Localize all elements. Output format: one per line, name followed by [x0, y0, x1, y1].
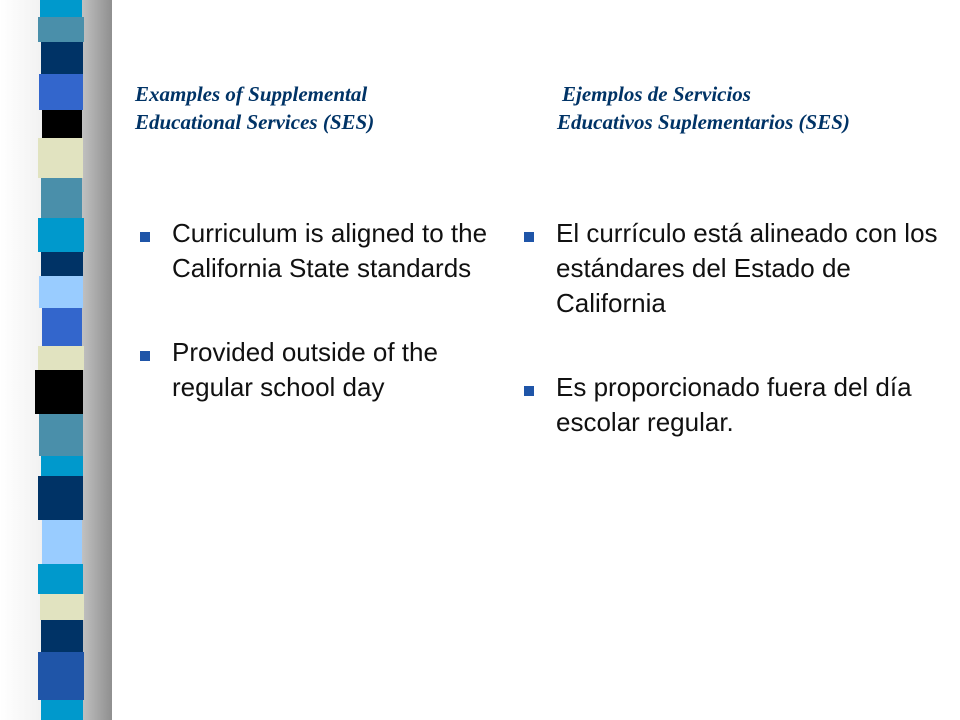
decorative-block	[38, 218, 84, 252]
title-english	[135, 80, 374, 136]
decorative-block	[35, 370, 83, 414]
bullet-text: Es proporcionado fuera del día escolar regular.	[556, 372, 912, 437]
bullet-item-english	[138, 335, 516, 405]
decorative-block	[41, 620, 83, 652]
decorative-block	[38, 138, 83, 178]
title-english-line-2: Educational Services (SES)	[135, 110, 375, 134]
decorative-block	[39, 276, 83, 308]
decorative-block	[38, 476, 83, 520]
square-bullet-icon	[524, 386, 534, 396]
decorative-block	[39, 74, 83, 110]
title-spanish-line-2: Educativos Suplementarios (SES)	[557, 110, 850, 134]
decorative-block	[41, 252, 83, 276]
bullet-item-spanish	[522, 216, 942, 321]
decorative-block	[38, 652, 84, 700]
bullet-text: Curriculum is aligned to the California State standards	[172, 218, 488, 283]
decorative-block	[41, 42, 83, 74]
decorative-block	[42, 110, 82, 138]
bullet-list-spanish	[522, 216, 942, 440]
title-spanish	[557, 80, 850, 136]
bullet-item-english	[138, 216, 516, 286]
square-bullet-icon	[140, 232, 150, 242]
bullet-text: Provided outside of the regular school day	[172, 337, 438, 402]
decorative-block	[41, 178, 82, 218]
square-bullet-icon	[140, 351, 150, 361]
decorative-block	[38, 346, 84, 370]
decorative-block	[40, 0, 82, 17]
bullet-item-spanish	[522, 370, 942, 440]
square-bullet-icon	[524, 232, 534, 242]
title-english-line-1: Examples of Supplemental	[135, 82, 368, 106]
title-spanish-line-1: Ejemplos de Servicios	[562, 82, 751, 106]
bullet-list-english	[138, 216, 516, 405]
decorative-block	[41, 456, 83, 476]
bullet-text: El currículo está alineado con los estándares del Estado de California	[556, 218, 938, 318]
decorative-block	[40, 594, 84, 620]
decorative-block	[39, 414, 83, 456]
decorative-block	[41, 700, 83, 720]
decorative-block	[38, 17, 84, 42]
decorative-block	[42, 308, 82, 346]
left-border-blocks	[0, 0, 112, 720]
decorative-block	[38, 564, 83, 594]
decorative-block	[42, 520, 82, 564]
